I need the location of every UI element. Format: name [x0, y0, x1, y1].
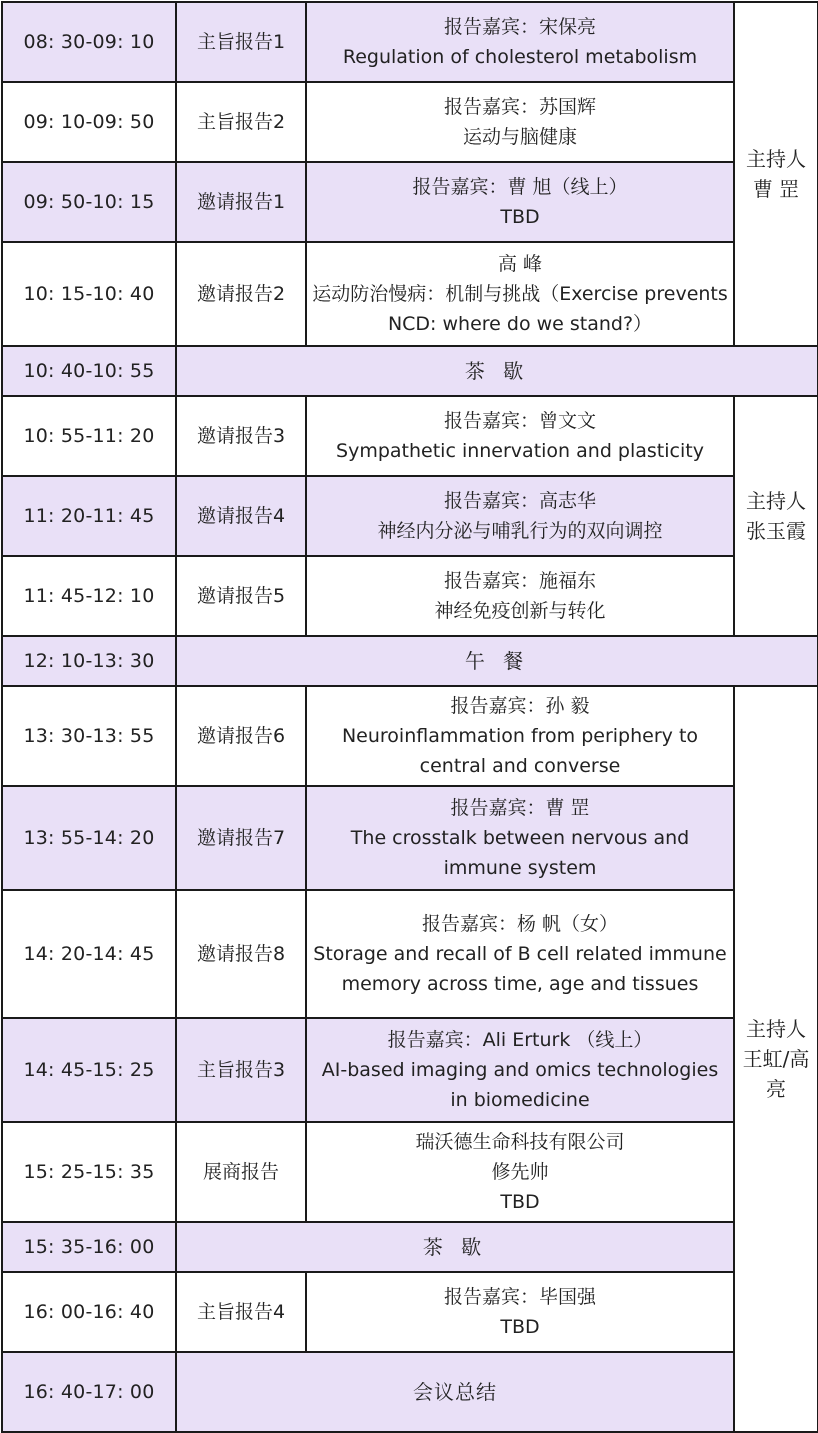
speaker-name: 修先帅	[491, 1161, 549, 1183]
break-row	[2, 1222, 818, 1272]
schedule-row	[2, 786, 818, 890]
schedule-row	[2, 476, 818, 556]
host-cell	[734, 396, 818, 636]
talk-title: AI-based imaging and omics technologies in biomedicine	[321, 1059, 719, 1111]
talk-title: 神经内分泌与哺乳行为的双向调控	[377, 520, 663, 542]
speaker-name: 报告嘉宾：Ali Erturk （线上）	[387, 1029, 653, 1051]
time-slot: 13: 30-13: 55	[2, 686, 176, 786]
session-type: 展商报告	[176, 1122, 306, 1222]
break-row	[2, 346, 818, 396]
speaker-name: 报告嘉宾：高志华	[443, 490, 596, 512]
break-title: 茶 歇	[176, 346, 818, 396]
company-name: 瑞沃德生命科技有限公司	[415, 1131, 625, 1153]
schedule-row	[2, 242, 818, 346]
session-type: 邀请报告6	[176, 686, 306, 786]
time-slot: 15: 35-16: 00	[2, 1222, 176, 1272]
session-type: 邀请报告8	[176, 890, 306, 1018]
session-type: 主旨报告1	[176, 2, 306, 82]
session-type: 邀请报告4	[176, 476, 306, 556]
time-slot: 10: 15-10: 40	[2, 242, 176, 346]
schedule-row	[2, 162, 818, 242]
talk-cell	[306, 2, 734, 82]
talk-cell	[306, 1122, 734, 1222]
time-slot: 15: 25-15: 35	[2, 1122, 176, 1222]
talk-cell	[306, 890, 734, 1018]
schedule-row	[2, 686, 818, 786]
schedule-row	[2, 1122, 818, 1222]
schedule-row	[2, 82, 818, 162]
session-type: 邀请报告3	[176, 396, 306, 476]
schedule-row	[2, 556, 818, 636]
session-type: 主旨报告3	[176, 1018, 306, 1122]
talk-title: Neuroinflammation from periphery to central and converse	[341, 725, 699, 777]
talk-title: 运动与脑健康	[462, 126, 577, 148]
schedule-row	[2, 2, 818, 82]
host-label: 主持人	[746, 1017, 806, 1041]
host-cell	[734, 686, 818, 1432]
time-slot: 12: 10-13: 30	[2, 636, 176, 686]
speaker-name: 报告嘉宾：毕国强	[443, 1286, 596, 1308]
session-type: 邀请报告2	[176, 242, 306, 346]
host-name: 曹 罡	[752, 177, 800, 201]
closing-title: 会议总结	[176, 1352, 734, 1432]
host-name: 王虹/高亮	[742, 1047, 810, 1101]
time-slot: 09: 50-10: 15	[2, 162, 176, 242]
talk-title: TBD	[500, 1316, 540, 1338]
schedule-row	[2, 1018, 818, 1122]
break-row	[2, 1352, 818, 1432]
host-label: 主持人	[746, 147, 806, 171]
time-slot: 16: 00-16: 40	[2, 1272, 176, 1352]
talk-cell	[306, 396, 734, 476]
time-slot: 16: 40-17: 00	[2, 1352, 176, 1432]
host-cell	[734, 2, 818, 346]
talk-title: TBD	[500, 206, 540, 228]
speaker-name: 报告嘉宾：曹 罡	[450, 797, 590, 819]
talk-cell	[306, 476, 734, 556]
break-title: 茶 歇	[176, 1222, 734, 1272]
schedule-table	[1, 1, 818, 1433]
talk-title: The crosstalk between nervous and immune system	[350, 827, 690, 879]
time-slot: 10: 40-10: 55	[2, 346, 176, 396]
speaker-name: 高 峰	[497, 253, 543, 275]
session-type: 邀请报告5	[176, 556, 306, 636]
speaker-name: 报告嘉宾：杨 帆（女）	[421, 913, 619, 935]
talk-cell	[306, 686, 734, 786]
talk-title: 神经免疫创新与转化	[434, 600, 606, 622]
time-slot: 14: 45-15: 25	[2, 1018, 176, 1122]
host-label: 主持人	[746, 489, 806, 513]
speaker-name: 报告嘉宾：苏国辉	[443, 96, 596, 118]
talk-cell	[306, 242, 734, 346]
speaker-name: 报告嘉宾：曹 旭（线上）	[412, 176, 628, 198]
time-slot: 11: 45-12: 10	[2, 556, 176, 636]
time-slot: 11: 20-11: 45	[2, 476, 176, 556]
host-name: 张玉霞	[746, 519, 806, 543]
time-slot: 13: 55-14: 20	[2, 786, 176, 890]
talk-title: TBD	[500, 1191, 540, 1213]
time-slot: 08: 30-09: 10	[2, 2, 176, 82]
talk-cell	[306, 82, 734, 162]
break-row	[2, 636, 818, 686]
schedule-row	[2, 396, 818, 476]
talk-title: 运动防治慢病：机制与挑战（Exercise prevents NCD: where do we stand?）	[312, 283, 728, 335]
speaker-name: 报告嘉宾：宋保亮	[443, 16, 596, 38]
break-title: 午 餐	[176, 636, 818, 686]
talk-cell	[306, 786, 734, 890]
time-slot: 10: 55-11: 20	[2, 396, 176, 476]
schedule-row	[2, 1272, 818, 1352]
talk-title: Storage and recall of B cell related immune memory across time, age and tissues	[313, 943, 727, 995]
talk-cell	[306, 556, 734, 636]
talk-cell	[306, 1272, 734, 1352]
talk-title: Regulation of cholesterol metabolism	[342, 46, 698, 68]
talk-cell	[306, 162, 734, 242]
time-slot: 09: 10-09: 50	[2, 82, 176, 162]
speaker-name: 报告嘉宾：施福东	[443, 570, 596, 592]
speaker-name: 报告嘉宾：孙 毅	[450, 695, 590, 717]
speaker-name: 报告嘉宾：曾文文	[443, 410, 596, 432]
time-slot: 14: 20-14: 45	[2, 890, 176, 1018]
session-type: 主旨报告2	[176, 82, 306, 162]
session-type: 邀请报告1	[176, 162, 306, 242]
talk-title: Sympathetic innervation and plasticity	[336, 440, 704, 462]
session-type: 主旨报告4	[176, 1272, 306, 1352]
session-type: 邀请报告7	[176, 786, 306, 890]
talk-cell	[306, 1018, 734, 1122]
schedule-row	[2, 890, 818, 1018]
